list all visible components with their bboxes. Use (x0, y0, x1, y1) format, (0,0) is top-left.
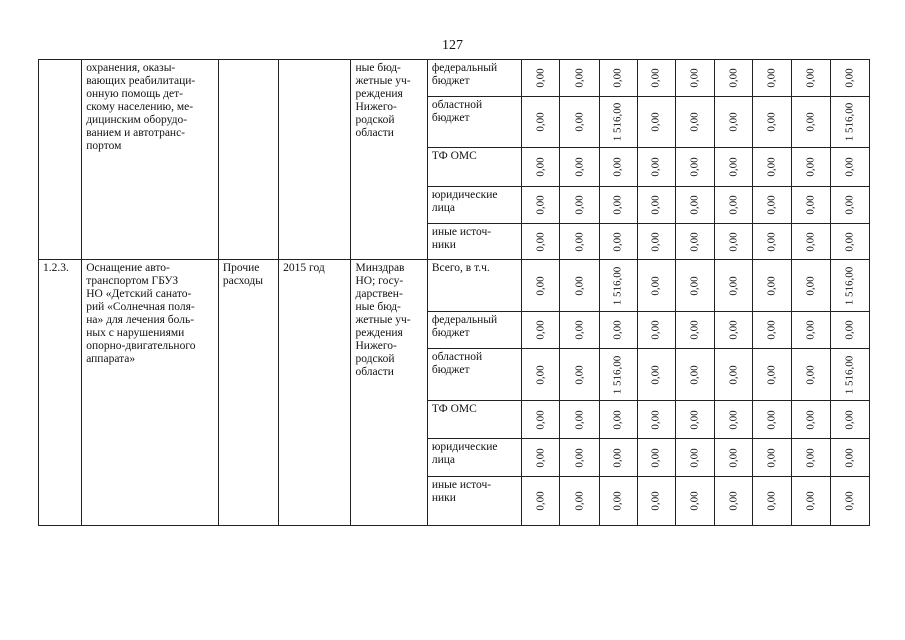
amount-cell (560, 224, 599, 260)
funding-source: иные источ- ники (427, 477, 521, 526)
amount-cell (637, 97, 675, 148)
amount-cell (830, 148, 869, 187)
amount-cell (753, 477, 791, 526)
amount-value: 1 516,00 (843, 355, 856, 394)
amount-cell (522, 60, 560, 97)
amount-cell (637, 477, 675, 526)
amount-cell (753, 224, 791, 260)
amount-cell (599, 97, 637, 148)
amount-cell (753, 312, 791, 349)
amount-cell (791, 187, 830, 224)
amount-cell (830, 60, 869, 97)
amount-cell (830, 349, 869, 401)
amount-value: 0,00 (765, 364, 778, 385)
amount-value: 0,00 (534, 491, 547, 511)
amount-cell (676, 148, 715, 187)
amount-value: 0,00 (727, 68, 740, 88)
amount-value: 0,00 (843, 320, 856, 340)
amount-value: 0,00 (649, 320, 662, 340)
amount-value: 0,00 (804, 409, 817, 430)
amount-cell (830, 97, 869, 148)
amount-value: 0,00 (649, 157, 662, 177)
amount-value: 0,00 (688, 112, 701, 132)
amount-cell (715, 312, 753, 349)
amount-cell (753, 148, 791, 187)
amount-cell (676, 260, 715, 312)
amount-value: 0,00 (765, 112, 778, 132)
amount-cell (599, 224, 637, 260)
amount-cell (599, 477, 637, 526)
amount-value: 1 516,00 (843, 102, 856, 142)
amount-cell (637, 349, 675, 401)
amount-cell (637, 148, 675, 187)
amount-value: 0,00 (843, 195, 856, 215)
amount-cell (522, 401, 560, 439)
amount-value: 0,00 (573, 491, 586, 511)
amount-value: 0,00 (649, 275, 662, 296)
amount-value: 0,00 (611, 157, 624, 177)
amount-value: 0,00 (727, 364, 740, 385)
amount-cell (715, 187, 753, 224)
amount-value: 0,00 (534, 231, 547, 252)
item-description: Оснащение авто- транспортом ГБУЗ НО «Детский санато- рий «Солнечная поля- на» для лечения боль- ных с нарушениями опорно-двигательного аппарата» (82, 260, 219, 526)
amount-value: 0,00 (611, 491, 624, 511)
amount-value: 0,00 (649, 491, 662, 511)
amount-value: 0,00 (727, 275, 740, 296)
amount-cell (599, 148, 637, 187)
amount-cell (676, 187, 715, 224)
amount-value: 0,00 (649, 409, 662, 430)
amount-cell (715, 148, 753, 187)
amount-value: 0,00 (573, 409, 586, 430)
amount-value: 0,00 (573, 447, 586, 468)
amount-cell (522, 187, 560, 224)
amount-value: 0,00 (804, 275, 817, 296)
amount-value: 0,00 (688, 491, 701, 511)
amount-value: 1 516,00 (611, 102, 624, 142)
amount-value: 0,00 (573, 112, 586, 132)
amount-cell (637, 260, 675, 312)
amount-cell (637, 187, 675, 224)
funding-source: областной бюджет (427, 97, 521, 148)
amount-value: 1 516,00 (611, 266, 624, 305)
period: 2015 год (279, 260, 351, 526)
amount-cell (560, 260, 599, 312)
amount-value: 0,00 (688, 231, 701, 252)
amount-value: 0,00 (804, 112, 817, 132)
funding-source: юридические лица (427, 439, 521, 477)
amount-cell (522, 260, 560, 312)
amount-value: 0,00 (534, 157, 547, 177)
amount-cell (676, 349, 715, 401)
amount-cell (599, 312, 637, 349)
amount-value: 0,00 (765, 275, 778, 296)
amount-value: 0,00 (727, 231, 740, 252)
amount-value: 0,00 (611, 231, 624, 252)
amount-value: 0,00 (765, 231, 778, 252)
item-description: охранения, оказы- вающих реабилитаци- онную помощь дет- скому населению, ме- дицинским оборудо- ванием и автотранс- портом (82, 60, 219, 260)
amount-value: 0,00 (573, 157, 586, 177)
amount-cell (522, 477, 560, 526)
amount-value: 0,00 (649, 112, 662, 132)
amount-value: 0,00 (727, 447, 740, 468)
amount-value: 0,00 (765, 491, 778, 511)
item-number (39, 60, 82, 260)
funding-source: ТФ ОМС (427, 401, 521, 439)
amount-value: 0,00 (611, 447, 624, 468)
amount-cell (753, 401, 791, 439)
amount-cell (791, 148, 830, 187)
amount-cell (753, 349, 791, 401)
amount-cell (676, 97, 715, 148)
amount-value: 0,00 (727, 409, 740, 430)
amount-value: 0,00 (611, 195, 624, 215)
amount-value: 0,00 (688, 409, 701, 430)
amount-value: 0,00 (765, 320, 778, 340)
amount-value: 0,00 (843, 231, 856, 252)
amount-cell (791, 349, 830, 401)
amount-value: 0,00 (804, 364, 817, 385)
amount-cell (753, 60, 791, 97)
amount-cell (676, 401, 715, 439)
amount-value: 0,00 (688, 320, 701, 340)
amount-cell (753, 97, 791, 148)
amount-value: 0,00 (534, 320, 547, 340)
funding-source: федеральный бюджет (427, 60, 521, 97)
amount-cell (791, 97, 830, 148)
amount-value: 0,00 (534, 447, 547, 468)
amount-cell (522, 148, 560, 187)
funding-source: Всего, в т.ч. (427, 260, 521, 312)
amount-value: 0,00 (573, 195, 586, 215)
amount-cell (715, 401, 753, 439)
budget-table (38, 59, 870, 526)
amount-cell (791, 401, 830, 439)
table-row (39, 260, 870, 312)
amount-value: 0,00 (688, 275, 701, 296)
amount-value: 0,00 (611, 320, 624, 340)
amount-cell (560, 312, 599, 349)
amount-cell (560, 60, 599, 97)
expense-type (218, 60, 278, 260)
amount-cell (715, 477, 753, 526)
amount-value: 0,00 (534, 364, 547, 385)
amount-value: 0,00 (765, 68, 778, 88)
amount-value: 0,00 (727, 157, 740, 177)
executor: Минздрав НО; госу- дарствен- ные бюд- жетные уч- реждения Нижего- родской области (351, 260, 427, 526)
amount-value: 0,00 (573, 364, 586, 385)
expense-type: Прочие расходы (218, 260, 278, 526)
amount-value: 0,00 (804, 447, 817, 468)
amount-value: 0,00 (688, 68, 701, 88)
amount-cell (830, 401, 869, 439)
funding-source: федеральный бюджет (427, 312, 521, 349)
amount-cell (791, 224, 830, 260)
amount-value: 0,00 (843, 491, 856, 511)
amount-value: 0,00 (688, 364, 701, 385)
amount-cell (637, 439, 675, 477)
amount-cell (599, 260, 637, 312)
executor: ные бюд- жетные уч- реждения Нижего- родской области (351, 60, 427, 260)
amount-cell (753, 439, 791, 477)
amount-value: 0,00 (688, 447, 701, 468)
amount-cell (560, 97, 599, 148)
amount-value: 0,00 (765, 195, 778, 215)
amount-cell (560, 477, 599, 526)
amount-cell (522, 439, 560, 477)
amount-value: 0,00 (611, 409, 624, 430)
amount-cell (676, 224, 715, 260)
amount-value: 0,00 (573, 231, 586, 252)
amount-cell (715, 97, 753, 148)
amount-cell (560, 401, 599, 439)
amount-cell (830, 439, 869, 477)
table-row (39, 60, 870, 97)
amount-cell (599, 401, 637, 439)
amount-cell (560, 187, 599, 224)
page-number: 127 (442, 38, 463, 53)
amount-value: 0,00 (727, 491, 740, 511)
funding-source: ТФ ОМС (427, 148, 521, 187)
amount-cell (830, 312, 869, 349)
amount-cell (637, 224, 675, 260)
amount-value: 0,00 (573, 320, 586, 340)
amount-cell (791, 439, 830, 477)
amount-cell (791, 60, 830, 97)
amount-value: 1 516,00 (611, 355, 624, 394)
amount-cell (830, 224, 869, 260)
amount-value: 0,00 (611, 68, 624, 88)
amount-value: 0,00 (649, 364, 662, 385)
amount-value: 0,00 (688, 157, 701, 177)
amount-cell (791, 260, 830, 312)
amount-cell (676, 312, 715, 349)
amount-cell (599, 187, 637, 224)
amount-cell (791, 477, 830, 526)
amount-cell (637, 401, 675, 439)
amount-cell (599, 439, 637, 477)
amount-cell (522, 97, 560, 148)
amount-value: 0,00 (534, 68, 547, 88)
amount-value: 0,00 (804, 195, 817, 215)
amount-value: 0,00 (534, 195, 547, 215)
amount-value: 0,00 (534, 275, 547, 296)
amount-value: 0,00 (804, 320, 817, 340)
amount-value: 0,00 (727, 112, 740, 132)
amount-value: 0,00 (534, 409, 547, 430)
period (279, 60, 351, 260)
amount-cell (599, 349, 637, 401)
amount-value: 0,00 (765, 447, 778, 468)
item-number: 1.2.3. (39, 260, 82, 526)
amount-cell (830, 187, 869, 224)
amount-value: 0,00 (843, 409, 856, 430)
amount-cell (715, 224, 753, 260)
amount-cell (560, 439, 599, 477)
amount-value: 0,00 (573, 275, 586, 296)
amount-cell (637, 60, 675, 97)
amount-cell (637, 312, 675, 349)
amount-cell (753, 260, 791, 312)
amount-value: 0,00 (534, 112, 547, 132)
amount-cell (522, 349, 560, 401)
amount-cell (830, 260, 869, 312)
amount-value: 0,00 (765, 157, 778, 177)
amount-value: 0,00 (804, 157, 817, 177)
amount-cell (753, 187, 791, 224)
amount-value: 0,00 (843, 157, 856, 177)
amount-cell (791, 312, 830, 349)
amount-cell (676, 439, 715, 477)
amount-value: 0,00 (804, 231, 817, 252)
amount-cell (715, 349, 753, 401)
amount-cell (560, 148, 599, 187)
amount-value: 0,00 (843, 447, 856, 468)
amount-value: 0,00 (649, 231, 662, 252)
amount-cell (676, 60, 715, 97)
amount-cell (522, 224, 560, 260)
amount-value: 0,00 (804, 491, 817, 511)
amount-value: 0,00 (688, 195, 701, 215)
amount-cell (560, 349, 599, 401)
amount-value: 0,00 (727, 320, 740, 340)
funding-source: иные источ- ники (427, 224, 521, 260)
amount-cell (715, 439, 753, 477)
amount-cell (715, 60, 753, 97)
amount-cell (830, 477, 869, 526)
amount-cell (599, 60, 637, 97)
amount-value: 0,00 (573, 68, 586, 88)
amount-cell (522, 312, 560, 349)
funding-source: юридические лица (427, 187, 521, 224)
funding-source: областной бюджет (427, 349, 521, 401)
amount-value: 0,00 (649, 195, 662, 215)
amount-value: 0,00 (727, 195, 740, 215)
amount-value: 1 516,00 (843, 266, 856, 305)
amount-value: 0,00 (649, 68, 662, 88)
amount-value: 0,00 (649, 447, 662, 468)
amount-cell (715, 260, 753, 312)
amount-value: 0,00 (804, 68, 817, 88)
amount-value: 0,00 (843, 68, 856, 88)
amount-cell (676, 477, 715, 526)
amount-value: 0,00 (765, 409, 778, 430)
